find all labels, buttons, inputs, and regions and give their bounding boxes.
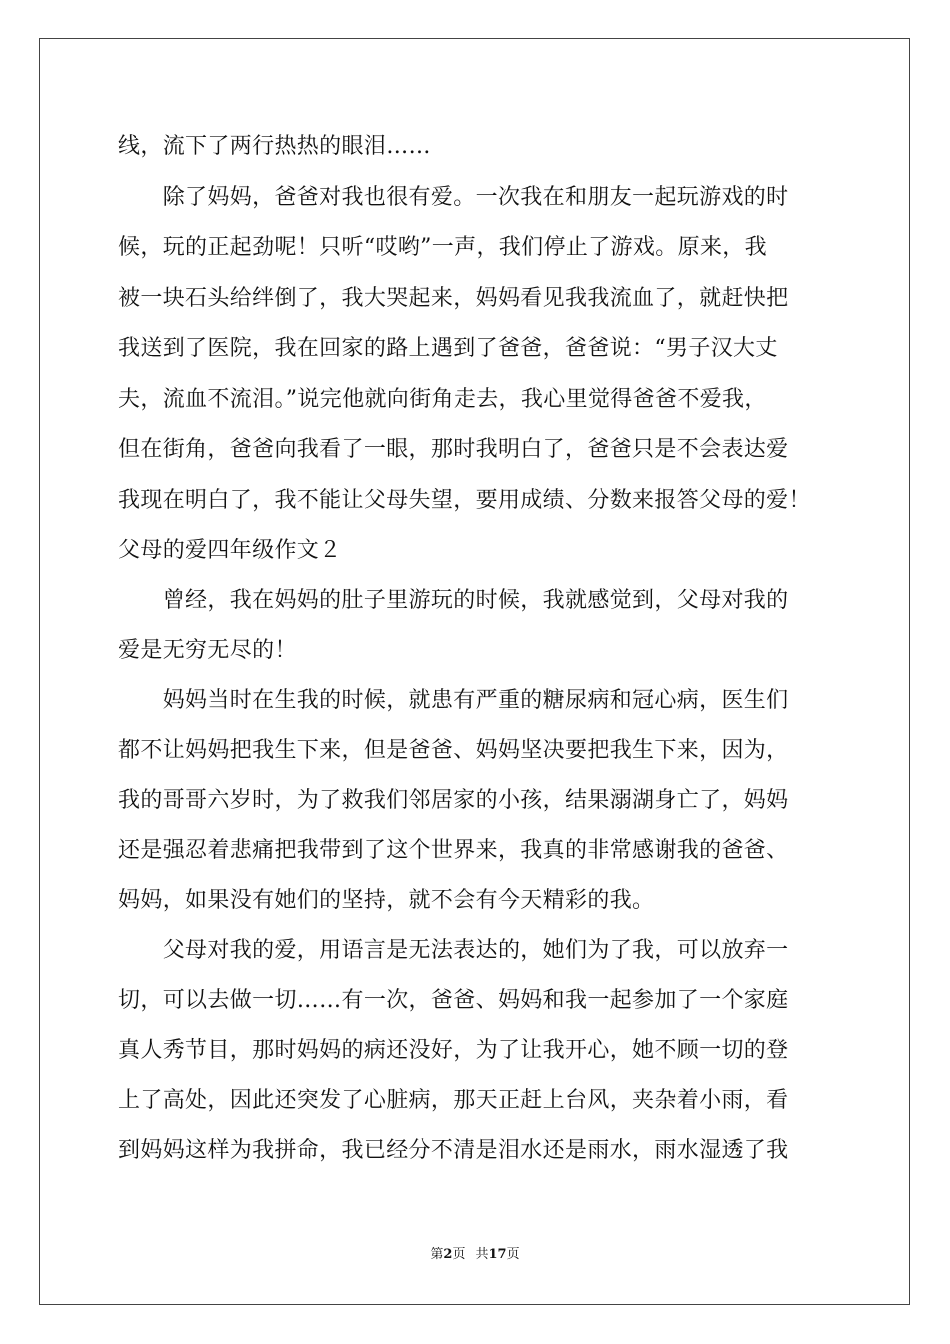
page-footer — [0, 1247, 950, 1263]
text-line: 曾经，我在妈妈的肚子里游玩的时候，我就感觉到，父母对我的 — [118, 588, 789, 613]
page-suffix: 页 — [452, 1247, 466, 1262]
text-line: 但在街角，爸爸向我看了一眼，那时我明白了，爸爸只是不会表达爱 — [118, 437, 789, 462]
text-line: 妈妈当时在生我的时候，就患有严重的糖尿病和冠心病，医生们 — [118, 688, 789, 713]
page-number: 2 — [443, 1247, 453, 1262]
text-line: 妈妈，如果没有她们的坚持，就不会有今天精彩的我。 — [118, 888, 655, 913]
text-line: 都不让妈妈把我生下来，但是爸爸、妈妈坚决要把我生下来，因为， — [118, 738, 789, 763]
text-line: 到妈妈这样为我拼命，我已经分不清是泪水还是雨水，雨水湿透了我 — [118, 1138, 789, 1163]
text-line: 我送到了医院，我在回家的路上遇到了爸爸，爸爸说：“男子汉大丈 — [118, 336, 778, 361]
text-line: 真人秀节目，那时妈妈的病还没好，为了让我开心，她不顾一切的登 — [118, 1038, 789, 1063]
text-line: 除了妈妈，爸爸对我也很有爱。一次我在和朋友一起玩游戏的时 — [118, 185, 789, 210]
text-line: 还是强忍着悲痛把我带到了这个世界来，我真的非常感谢我的爸爸、 — [118, 838, 789, 863]
page-prefix: 第 — [430, 1247, 444, 1262]
total-prefix: 共 — [475, 1247, 489, 1262]
text-line: 切，可以去做一切……有一次，爸爸、妈妈和我一起参加了一个家庭 — [118, 988, 789, 1013]
text-line: 线，流下了两行热热的眼泪…… — [118, 134, 431, 159]
text-line: 夫，流血不流泪。”说完他就向街角走去，我心里觉得爸爸不爱我， — [118, 387, 767, 412]
text-line: 我现在明白了，我不能让父母失望，要用成绩、分数来报答父母的爱！ — [118, 488, 811, 513]
text-line: 被一块石头给绊倒了，我大哭起来，妈妈看见我我流血了，就赶快把 — [118, 286, 789, 311]
total-suffix: 页 — [506, 1247, 520, 1262]
section-heading: 父母的爱四年级作文２ — [118, 538, 342, 563]
total-pages: 17 — [488, 1247, 507, 1262]
text-line: 爱是无穷无尽的！ — [118, 638, 297, 663]
text-line: 候，玩的正起劲呢！只听“哎哟”一声，我们停止了游戏。原来，我 — [118, 235, 767, 260]
text-line: 上了高处，因此还突发了心脏病，那天正赶上台风，夹杂着小雨，看 — [118, 1088, 789, 1113]
text-line: 父母对我的爱，用语言是无法表达的，她们为了我，可以放弃一 — [118, 938, 789, 963]
text-line: 我的哥哥六岁时，为了救我们邻居家的小孩，结果溺湖身亡了，妈妈 — [118, 788, 789, 813]
